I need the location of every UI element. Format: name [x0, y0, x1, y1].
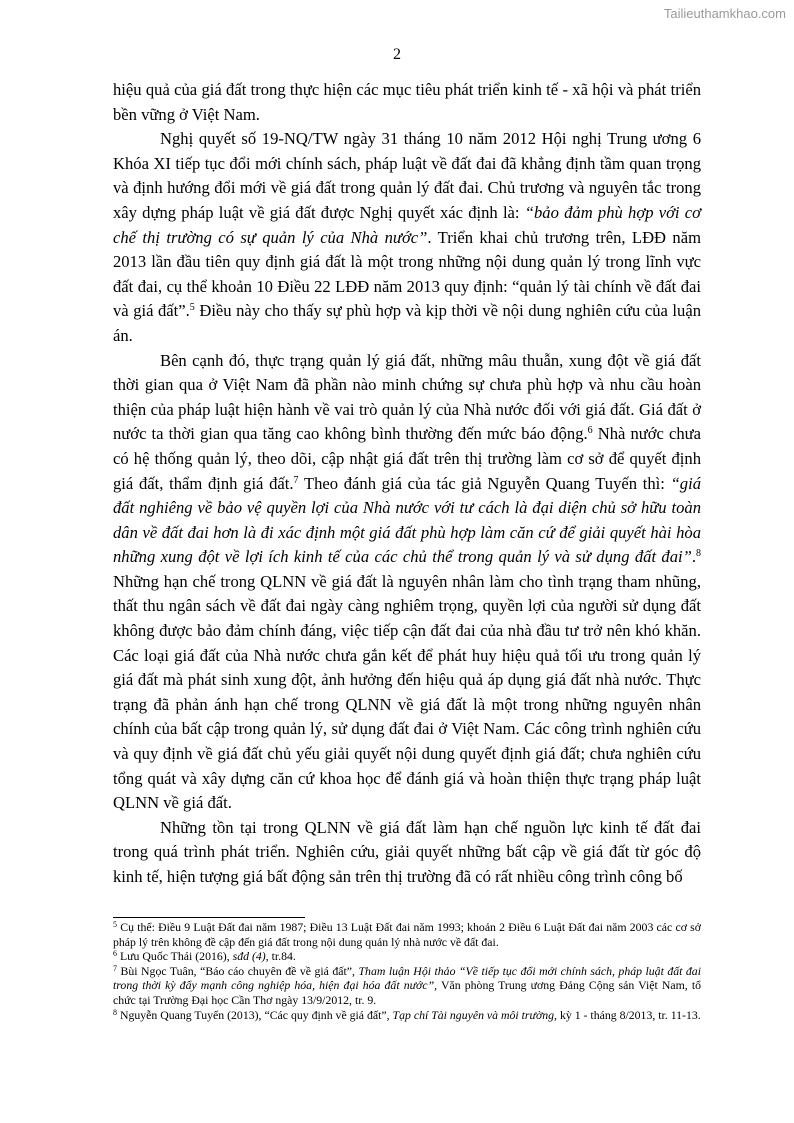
- footnote-ref-8[interactable]: 8: [696, 548, 701, 560]
- paragraph-3-text-f: Những hạn chế trong QLNN về giá đất là nguyên nhân làm cho tình trạng tham nhũng, thất thu ngân sách về đất đai ngày càng nghiêm trọng, quyền lợi của người sử dụng đất không được bảo đảm chính đáng, việc tiếp cận đất đai của nhà đầu tư trở nên khó khăn. Các loại giá đất của Nhà nước chưa gắn kết để phát huy hiệu quả tối ưu trong quản lý giá đất mà phát sinh xung đột, ảnh hưởng đến hiệu quả áp dụng giá đất nhà nước. Thực trạng đã phản ánh hạn chế trong QLNN về giá đất là một trong những nguyên nhân chính của bất cập trong quản lý, sử dụng đất đai ở Việt Nam. Các công trình nghiên cứu và quy định về giá đất chủ yếu giải quyết nội dung quyết định giá đất; chưa nghiên cứu tổng quát và xây dựng căn cứ khoa học để đánh giá và hoàn thiện thực trạng pháp luật QLNN về giá đất.: [113, 571, 701, 813]
- paragraph-2-quote: “bảo đảm phù hợp với cơ chế thị trường có sự quản lý của Nhà nước”: [113, 202, 701, 247]
- footnote-8: [113, 1008, 701, 1023]
- paragraph-3: [113, 349, 701, 816]
- footnote-ref-7[interactable]: 7: [293, 474, 299, 486]
- paragraph-3-text-c: Theo đánh giá của tác giả Nguyễn Quang Tuyến thì:: [298, 473, 671, 493]
- paragraph-3-text-a: Bên cạnh đó, thực trạng quản lý giá đất, những mâu thuẫn, xung đột về giá đất thời gian qua ở Việt Nam đã phần nào minh chứng sự chưa phù hợp và nhu cầu hoàn thiện của pháp luật hiện hành về vai trò quản lý của Nhà nước đối với giá đất. Giá đất ở nước ta thời gian qua tăng cao không bình thường đến mức báo động.: [113, 350, 701, 444]
- footnote-ref-5[interactable]: 5: [189, 302, 195, 314]
- footnote-5: [113, 920, 701, 949]
- footnote-5-text: Cụ thể: Điều 9 Luật Đất đai năm 1987; Điều 13 Luật Đất đai năm 1993; khoản 2 Điều 6 Luật Đất đai năm 2003 các cơ sở pháp lý trên không đề cập đến giá đất trong nội dung quản lý nhà nước về đất đai.: [113, 920, 701, 949]
- watermark-text: Tailieuthamkhao.com: [663, 6, 786, 21]
- footnotes: [113, 920, 701, 1022]
- footnote-7: [113, 964, 701, 1008]
- footnote-7-text-a: Bùi Ngọc Tuân, “Báo cáo chuyên đề về giá đất”,: [117, 963, 359, 978]
- paragraph-3-text-e: .: [691, 547, 696, 567]
- footnote-6-number: 6: [113, 949, 117, 959]
- paragraph-3-quote: “giá đất nghiêng về bảo vệ quyền lợi của Nhà nước với tư cách là đại diện chủ sở hữu toàn dân về đất đai hơn là đi xác định một giá đất phù hợp làm căn cứ để giải quyết hài hòa những xung đột về lợi ích kinh tế của các chủ thể trong quản lý và sử dụng đất đai”: [113, 473, 701, 567]
- paragraph-2-text-c: . Triển khai chủ trương trên, LĐĐ năm 2013 lần đầu tiên quy định giá đất là một trong những nội dung quản lý trong lĩnh vực đất đai, cụ thể khoản 10 Điều 22 LĐĐ năm 2013 quy định: “quản lý tài chính về đất đai và giá đất”.: [113, 227, 701, 321]
- footnote-6-italic: sđd (4): [232, 949, 266, 964]
- paragraph-2-text-a: Nghị quyết số 19-NQ/TW ngày 31 tháng 10 năm 2012 Hội nghị Trung ương 6 Khóa XI tiếp tục đổi mới chính sách, pháp luật về đất đai đã khẳng định tầm quan trọng và định hướng đổi mới về giá đất trong quản lý đất đai. Chủ trương và nguyên tắc trong xây dựng pháp luật về giá đất được Nghị quyết xác định là:: [113, 129, 701, 222]
- paragraph-3-text-b: Nhà nước chưa có hệ thống quản lý, theo dõi, cập nhật giá đất trên thị trường làm cơ sở để quyết định giá đất, thẩm định giá đất.: [113, 424, 701, 493]
- paragraph-2-text-d: Điều này cho thấy sự phù hợp và kịp thời về nội dung nghiên cứu của luận án.: [113, 301, 701, 345]
- footnote-8-text-a: Nguyễn Quang Tuyến (2013), “Các quy định về giá đất”,: [117, 1007, 393, 1022]
- paragraph-1: hiệu quả của giá đất trong thực hiện các mục tiêu phát triển kinh tế - xã hội và phát triển bền vững ở Việt Nam.: [113, 80, 701, 124]
- footnote-8-text-c: kỳ 1 - tháng 8/2013, tr. 11-13.: [557, 1007, 701, 1022]
- footnote-7-text-c: Văn phòng Trung ương Đảng Cộng sản Việt Nam, tổ chức tại Trường Đại học Cần Thơ ngày 13/9/2012, tr. 9.: [113, 978, 702, 1007]
- footnote-8-italic: Tạp chí Tài nguyên và môi trường,: [392, 1007, 557, 1022]
- footnote-7-number: 7: [113, 963, 117, 973]
- paragraph-2: [113, 127, 701, 348]
- footnote-5-number: 5: [113, 920, 117, 929]
- footnote-7-italic: Tham luận Hội thảo “Về tiếp tục đổi mới chính sách, pháp luật đất đai trong thời kỳ đẩy mạnh công nghiệp hóa, hiện đại hóa đất nước”,: [113, 963, 701, 993]
- footnote-8-number: 8: [113, 1007, 117, 1017]
- footnote-ref-6[interactable]: 6: [587, 425, 593, 437]
- paragraph-4: Những tồn tại trong QLNN về giá đất làm hạn chế nguồn lực kinh tế đất đai trong quá trình phát triển. Nghiên cứu, giải quyết những bất cập về giá đất từ góc độ kinh tế, hiện tượng giá bất động sản trên thị trường đã có rất nhiều công trình công bố: [113, 817, 701, 886]
- body-text: [113, 78, 701, 890]
- footnote-6: [113, 949, 701, 964]
- footnote-6-text-a: Lưu Quốc Thái (2016),: [117, 949, 233, 964]
- footnote-divider: [113, 917, 305, 918]
- footnote-6-text-c: , tr.84.: [265, 949, 296, 964]
- page-number: 2: [393, 46, 401, 63]
